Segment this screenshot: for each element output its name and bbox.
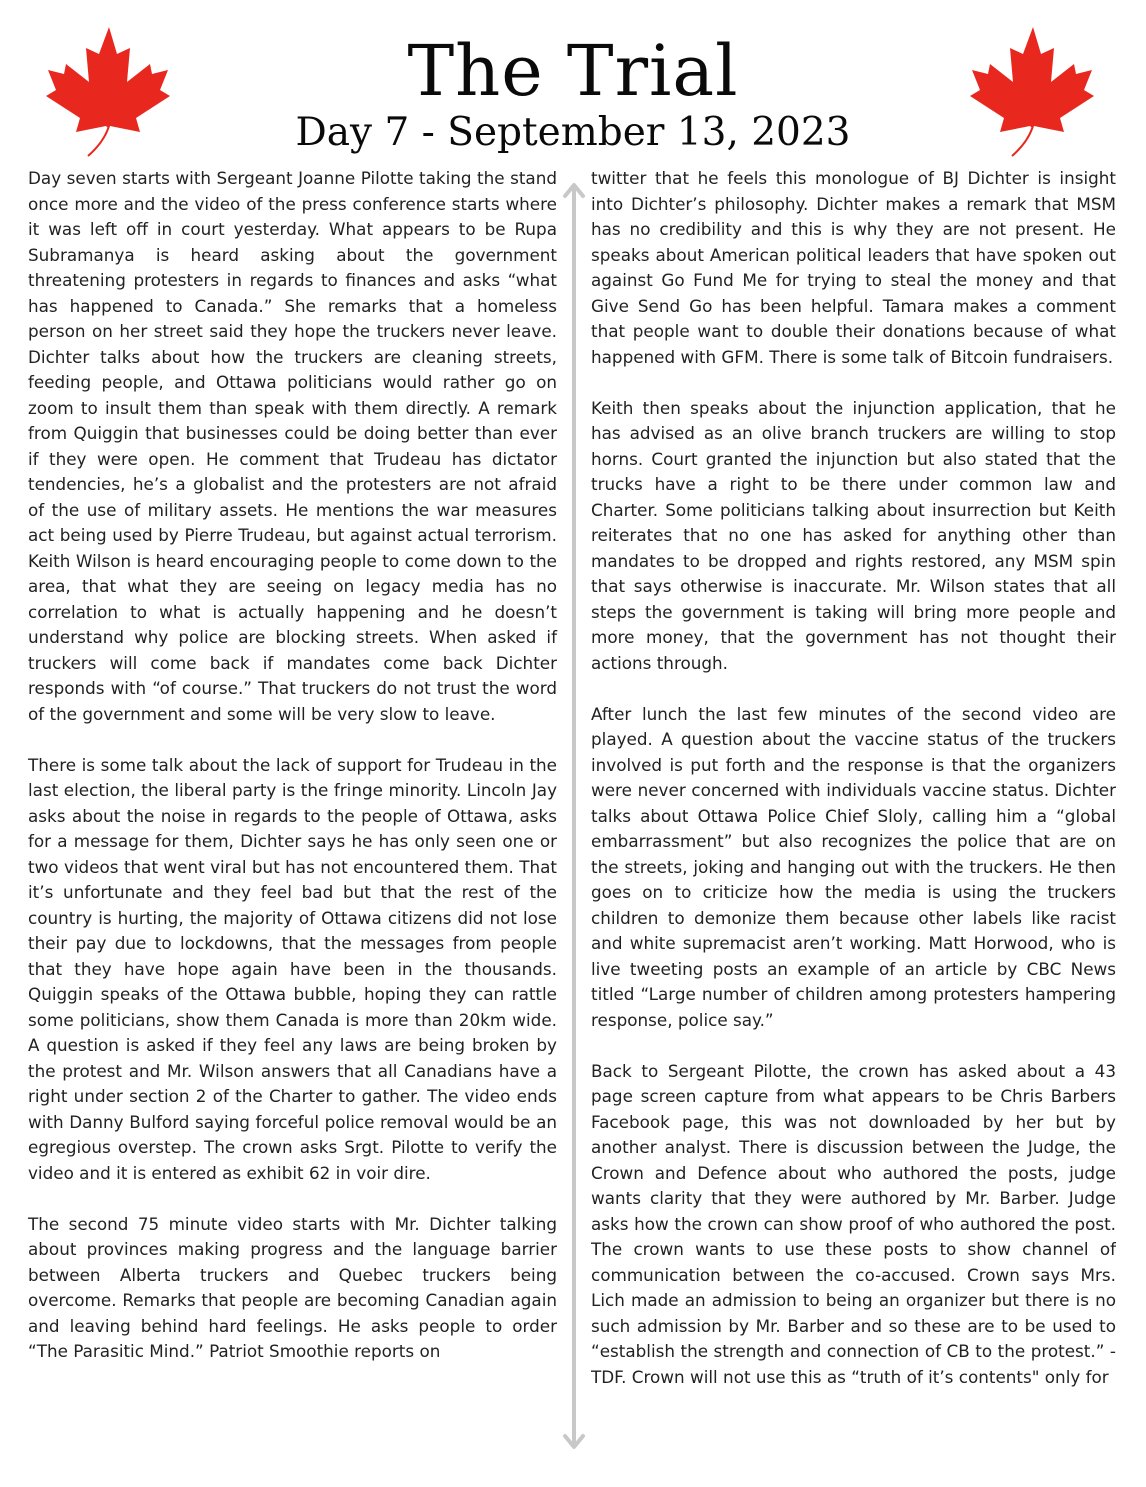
paragraph: After lunch the last few minutes of the second video are played. A question about the vaccine status of the truckers involved is put forth and the response is that the organizers were never concerned with individuals vaccine status. Dichter talks about Ottawa Police Chief Sloly, calling him a “global embarrassment” but also recognizes the police that are on the streets, joking and hanging out with the truckers. He then goes on to criticize how the media is using the truckers children to demonize them because other labels like racist and white supremacist aren’t working. Matt Horwood, who is live tweeting posts an example of an article by CBC News titled “Large number of children among protesters hampering response, police say.” xyxy=(591,703,1116,1030)
page-subtitle: Day 7 - September 13, 2023 xyxy=(295,110,851,155)
paragraph: Day seven starts with Sergeant Joanne Pilotte taking the stand once more and the video of the press conference starts where it was left off in court yesterday. What appears to be Rupa Subramanya is heard asking about the government threatening protesters in regards to finances and asks “what has happened to Canada.” She remarks that a homeless person on her street said they hope the truckers never leave. Dichter talks about how the truckers are cleaning streets, feeding people, and Ottawa politicians would rather go on zoom to insult them than speak with them directly. A remark from Quiggin that businesses could be doing better than ever if they were open. He comment that Trudeau has dictator tendencies, he’s a globalist and the protesters are not afraid of the use of military assets. He mentions the war measures act being used by Pierre Trudeau, but against actual terrorism. Keith Wilson is heard encouraging people to come down to the area, that what they are seeing on legacy media has no correlation to what is actually happening and he doesn’t understand why police are blocking streets. When asked if truckers will come back if mandates come back Dichter responds with “of course.” That truckers do not trust the word of the government and some will be very slow to leave. xyxy=(28,168,557,724)
page-title: The Trial xyxy=(407,30,739,112)
paragraph: There is some talk about the lack of support for Trudeau in the last election, the liberal party is the fringe minority. Lincoln Jay asks about the noise in regards to the people of Ottawa, asks for a message for them, Dichter says he has only seen one or two videos that went viral but has not encountered them. That it’s unfortunate and they feel bad but that the rest of the country is hurting, the majority of Ottawa citizens did not lose their pay due to lockdowns, that the messages from people that they have hope again have been in the thousands. Quiggin speaks of the Ottawa bubble, hoping they can rattle some politicians, show them Canada is more than 20km wide. A question is asked if they feel any laws are being broken by the protest and Mr. Wilson answers that all Canadians have a right under section 2 of the Charter to gather. The video ends with Danny Bulford saying forceful police removal would be an egregious overstep. The crown asks Srgt. Pilotte to verify the video and it is entered as exhibit 62 in voir dire. xyxy=(28,754,557,1183)
paragraph: Keith then speaks about the injunction application, that he has advised as an olive branch truckers are willing to stop horns. Court granted the injunction but also stated that the trucks have a right to be there under common law and Charter. Some politicians talking about insurrection but Keith reiterates that no one has asked for anything other than mandates to be dropped and rights restored, any MSM spin that says otherwise is inaccurate. Mr. Wilson states that all steps the government is taking will bring more people and more money, that the government has not thought their actions through. xyxy=(591,397,1116,673)
right-column xyxy=(591,166,1116,1487)
column-divider xyxy=(562,180,586,1452)
paragraph: Back to Sergeant Pilotte, the crown has asked about a 43 page screen capture from what appears to be Chris Barbers Facebook page, this was not downloaded by her but by another analyst. There is discussion between the Judge, the Crown and Defence about who authored the posts, judge wants clarity that they were authored by Mr. Barber. Judge asks how the crown can show proof of who authored the post. The crown wants to use these posts to show channel of communication between the co-accused. Crown says Mrs. Lich made an admission to being an organizer but there is no such admission by Mr. Barber and so these are to be used to “establish the strength and connection of CB to the protest.” - TDF. Crown will not use this as “truth of it’s contents" only for xyxy=(591,1060,1116,1387)
left-column xyxy=(28,166,557,1390)
paragraph: twitter that he feels this monologue of BJ Dichter is insight into Dichter’s philosophy. Dichter makes a remark that MSM has no credibility and this is why they are not present. He speaks about American political leaders that have spoken out against Go Fund Me for trying to steal the money and that Give Send Go has been helpful. Tamara makes a comment that people want to double their donations because of what happened with GFM. There is some talk of Bitcoin fundraisers. xyxy=(591,168,1116,367)
paragraph: The second 75 minute video starts with Mr. Dichter talking about provinces making progress and the language barrier between Alberta truckers and Quebec truckers being overcome. Remarks that people are becoming Canadian again and leaving behind hard feelings. He asks people to order “The Parasitic Mind.” Patriot Smoothie reports on xyxy=(28,1213,557,1361)
